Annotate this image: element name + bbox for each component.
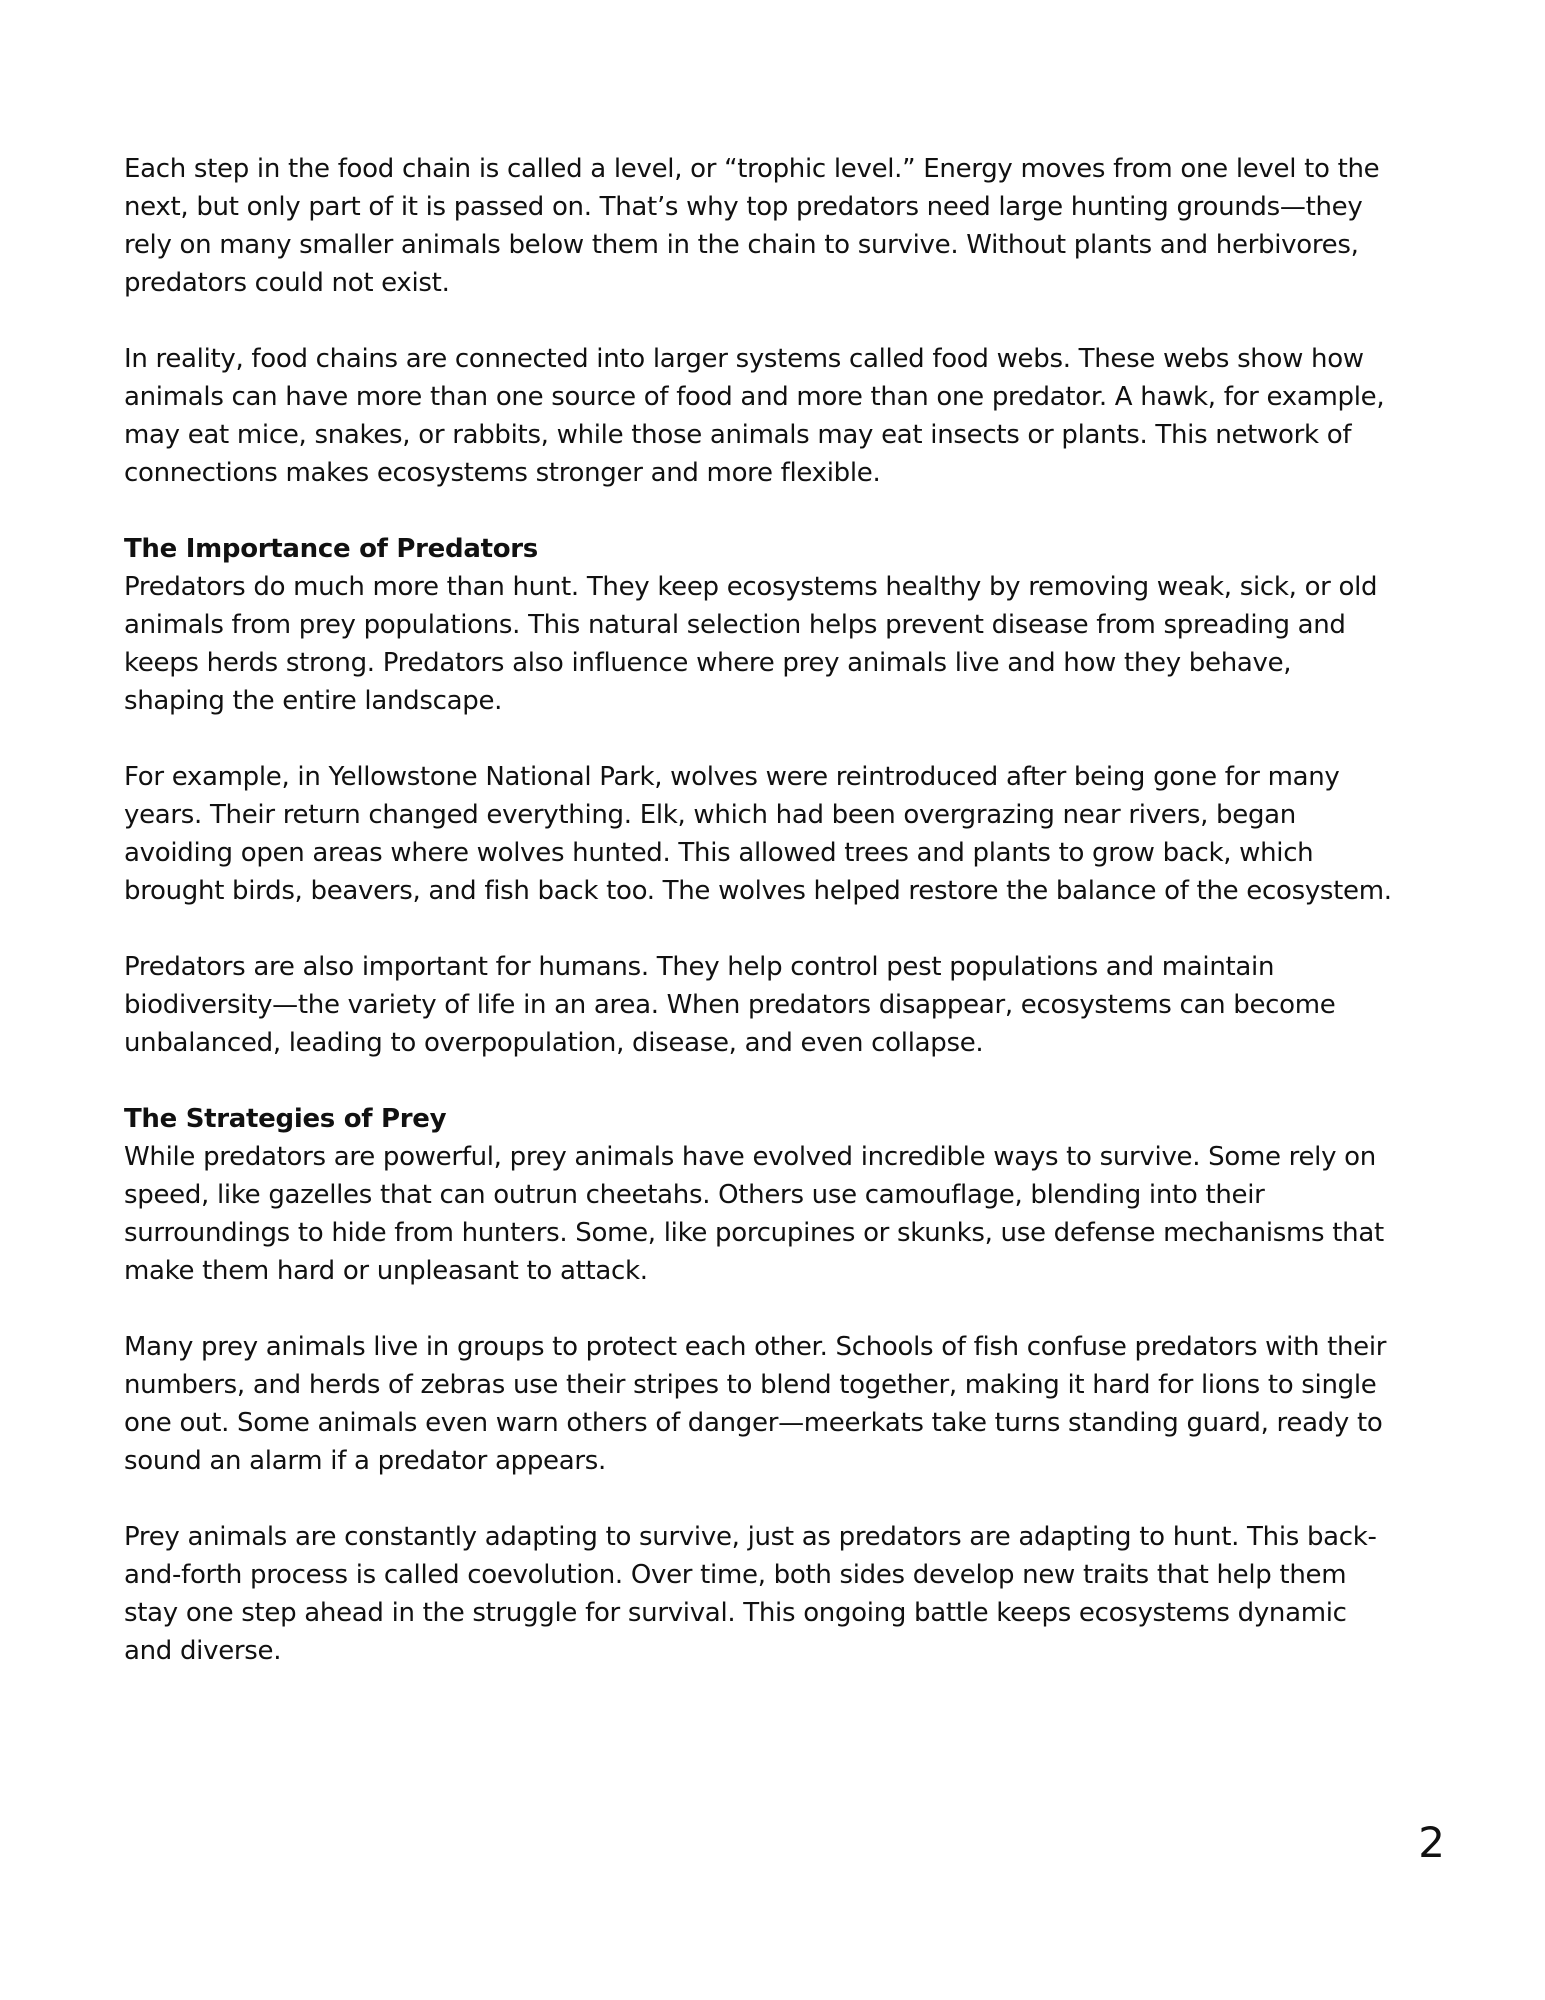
paragraph-coevolution: Prey animals are constantly adapting to survive, just as predators are adapting to hunt. This back-and-forth process is called coevolution. Over time, both sides develop new traits that help them stay one step ahead in the struggle for survival. This ongoing battle keeps ecosystems dynamic and diverse.	[124, 1522, 1377, 1666]
paragraph-food-webs: In reality, food chains are connected into larger systems called food webs. These webs show how animals can have more than one source of food and more than one predator. A hawk, for example, may eat mice, snakes, or rabbits, while those animals may eat insects or plants. This network of connections makes ecosystems stronger and more flexible.	[124, 344, 1385, 488]
paragraph-yellowstone: For example, in Yellowstone National Park, wolves were reintroduced after being gone for many years. Their return changed everything. Elk, which had been overgrazing near rivers, began avoiding open areas where wolves hunted. This allowed trees and plants to grow back, which brought birds, beavers, and fish back too. The wolves helped restore the balance of the ecosystem.	[124, 762, 1392, 906]
paragraph-prey-groups: Many prey animals live in groups to protect each other. Schools of fish confuse predators with their numbers, and herds of zebras use their stripes to blend together, making it hard for lions to single one out. Some animals even warn others of danger—meerkats take turns standing guard, ready to sound an alarm if a predator appears.	[124, 1332, 1387, 1476]
paragraph-trophic-levels: Each step in the food chain is called a level, or “trophic level.” Energy moves from one level to the next, but only part of it is passed on. That’s why top predators need large hunting grounds—they rely on many smaller animals below them in the chain to survive. Without plants and herbivores, predators could not exist.	[124, 154, 1380, 298]
section-prey	[124, 1100, 1394, 1670]
heading-importance-of-predators: The Importance of Predators	[124, 534, 538, 564]
paragraph-prey-survival: While predators are powerful, prey animals have evolved incredible ways to survive. Some rely on speed, like gazelles that can outrun cheetahs. Others use camouflage, blending into their surroundings to hide from hunters. Some, like porcupines or skunks, use defense mechanisms that make them hard or unpleasant to attack.	[124, 1142, 1384, 1286]
paragraph-predators-role: Predators do much more than hunt. They keep ecosystems healthy by removing weak, sick, or old animals from prey populations. This natural selection helps prevent disease from spreading and keeps herds strong. Predators also influence where prey animals live and how they behave, shaping the entire landscape.	[124, 572, 1378, 716]
heading-strategies-of-prey: The Strategies of Prey	[124, 1104, 447, 1134]
section-predators	[124, 530, 1394, 1062]
page-number: 2	[1418, 1818, 1445, 1867]
page-content	[124, 150, 1394, 1708]
paragraph-predators-humans: Predators are also important for humans. They help control pest populations and maintain biodiversity—the variety of life in an area. When predators disappear, ecosystems can become unbalanced, leading to overpopulation, disease, and even collapse.	[124, 952, 1336, 1058]
